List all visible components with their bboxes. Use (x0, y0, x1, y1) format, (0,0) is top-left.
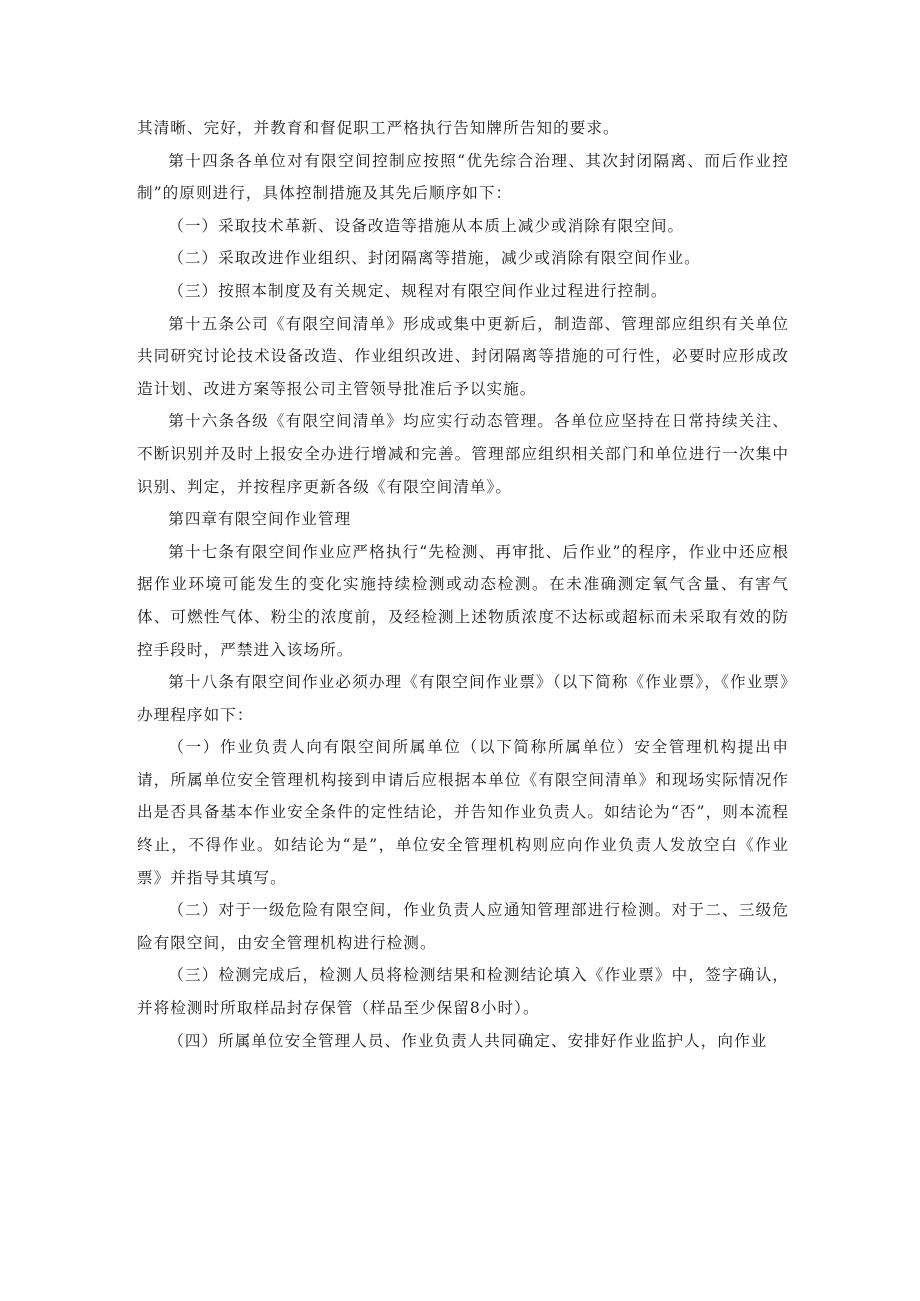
article-18-item-2: （二）对于一级危险有限空间，作业负责人应通知管理部进行检测。对于二、三级危险有限空间，由安全管理机构进行检测。 (137, 901, 789, 952)
article-15: 第十五条公司《有限空间清单》形成或集中更新后，制造部、管理部应组织有关单位共同研究讨论技术设备改造、作业组织改进、封闭隔离等措施的可行性，必要时应形成改造计划、改进方案等报公司主管领导批准后予以实施。 (137, 314, 789, 398)
document-body (137, 112, 789, 1057)
paragraph-continuation: 其清晰、完好，并教育和督促职工严格执行告知牌所告知的要求。 (137, 119, 620, 137)
article-18-item-3: （三）检测完成后，检测人员将检测结果和检测结论填入《作业票》中，签字确认，并将检测时所取样品封存保管（样品至少保留8小时）。 (137, 966, 789, 1018)
chapter-4-heading: 第四章有限空间作业管理 (168, 510, 352, 529)
article-14-item-2: （二）采取改进作业组织、封闭隔离等措施，减少或消除有限空间作业。 (168, 249, 701, 268)
article-14-item-1: （一）采取技术革新、设备改造等措施从本质上减少或消除有限空间。 (168, 216, 685, 235)
article-18: 第十八条有限空间作业必须办理《有限空间作业票》（以下简称《作业票》，《作业票》办理程序如下： (137, 673, 789, 724)
article-18-item-1: （一）作业负责人向有限空间所属单位（以下简称所属单位）安全管理机构提出申请，所属单位安全管理机构接到申请后应根据本单位《有限空间清单》和现场实际情况作出是否具备基本作业安全条件的定性结论，并告知作业负责人。如结论为“否”，则本流程终止，不得作业。如结论为“是”，单位安全管理机构则应向作业负责人发放空白《作业票》并指导其填写。 (137, 738, 789, 887)
article-17: 第十七条有限空间作业应严格执行“先检测、再审批、后作业”的程序，作业中还应根据作业环境可能发生的变化实施持续检测或动态检测。在未准确测定氧气含量、有害气体、可燃性气体、粉尘的浓度前，及经检测上述物质浓度不达标或超标而未采取有效的防控手段时，严禁进入该场所。 (137, 542, 789, 659)
article-14: 第十四条各单位对有限空间控制应按照“优先综合治理、其次封闭隔离、而后作业控制”的原则进行，具体控制措施及其先后顺序如下： (137, 151, 789, 203)
article-14-item-3: （三）按照本制度及有关规定、规程对有限空间作业过程进行控制。 (168, 281, 668, 300)
article-18-item-4: （四）所属单位安全管理人员、作业负责人共同确定、安排好作业监护人，向作业 (168, 1031, 768, 1050)
article-16: 第十六条各级《有限空间清单》均应实行动态管理。各单位应坚持在日常持续关注、不断识别并及时上报安全办进行增减和完善。管理部应组织相关部门和单位进行一次集中识别、判定，并按程序更新各级《有限空间清单》。 (137, 412, 789, 496)
